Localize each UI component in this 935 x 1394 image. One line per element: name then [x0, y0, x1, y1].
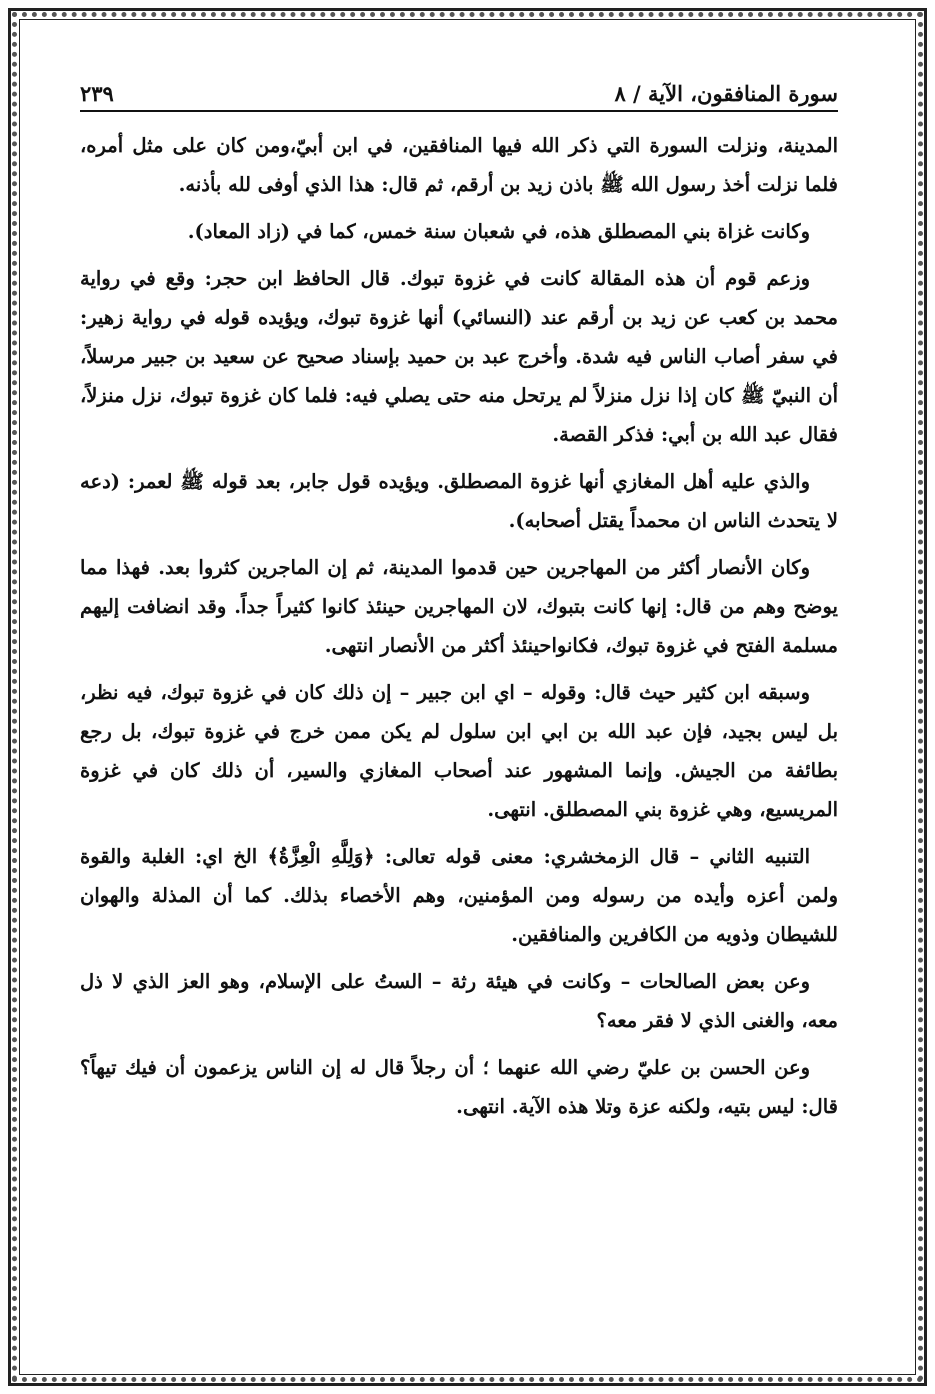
paragraph: وزعم قوم أن هذه المقالة كانت في غزوة تبوك. قال الحافظ ابن حجر: وقع في رواية محمد بن كعب عن زيد بن أرقم عند (النسائي) أنها غزوة تبوك، ويؤيده قوله في رواية زهير: في سفر أصاب الناس فيه شدة. وأخرج عبد بن حميد بإسناد صحيح عن سعيد بن جبير مرسلاً، أن النبيّ ﷺ كان إذا نزل منزلاً لم يرتحل منه حتى يصلي فيه: فلما كان غزوة تبوك، نزل منزلاً، فقال عبد الله بن أبي: فذكر القصة. — [80, 267, 838, 446]
paragraph: والذي عليه أهل المغازي أنها غزوة المصطلق. ويؤيده قول جابر، بعد قوله ﷺ لعمر: (دعه لا يتحدث الناس ان محمداً يقتل أصحابه). — [80, 470, 838, 532]
paragraph: وكان الأنصار أكثر من المهاجرين حين قدموا المدينة، ثم إن الماجرين كثروا بعد. فهذا مما يوضح وهم من قال: إنها كانت بتبوك، لان المهاجرين حينئذ كانوا كثيراً جداً. وقد انضافت إليهم مسلمة الفتح في غزوة تبوك، فكانواحينئذ أكثر من الأنصار انتهى. — [80, 556, 838, 657]
header-title: سورة المنافقون، الآية / ٨ — [614, 81, 838, 106]
paragraph: وكانت غزاة بني المصطلق هذه، في شعبان سنة خمس، كما في (زاد المعاد). — [187, 220, 810, 243]
page-content — [80, 62, 838, 1334]
paragraph: المدينة، ونزلت السورة التي ذكر الله فيها المنافقين، في ابن أبيّ،ومن كان على مثل أمره، فلما نزلت أخذ رسول الله ﷺ باذن زيد بن أرقم، ثم قال: هذا الذي أوفى لله بأذنه. — [80, 134, 838, 196]
paragraph: وعن بعض الصالحات – وكانت في هيئة رثة – الستُ على الإسلام، وهو العز الذي لا ذل معه، والغنى الذي لا فقر معه؟ — [80, 970, 838, 1032]
paragraph: وعن الحسن بن عليّ رضي الله عنهما ؛ أن رجلاً قال له إن الناس يزعمون أن فيك تيهاً؟ قال: ليس بتيه، ولكنه عزة وتلا هذه الآية. انتهى. — [80, 1056, 838, 1118]
paragraph: وسبقه ابن كثير حيث قال: وقوله – اي ابن جبير – إن ذلك كان في غزوة تبوك، فيه نظر، بل ليس بجيد، فإن عبد الله بن ابي ابن سلول لم يكن ممن خرج في غزوة تبوك، بل رجع بطائفة من الجيش. وإنما المشهور عند أصحاب المغازي والسير، أن ذلك كان في غزوة المريسيع، وهي غزوة بني المصطلق. انتهى. — [80, 681, 838, 821]
paragraph: التنبيه الثاني – قال الزمخشري: معنى قوله تعالى: ﴿وَلِلَّهِ الْعِزَّةُ﴾ الخ اي: الغلبة والقوة ولمن أعزه وأيده من رسوله ومن المؤمنين، وهم الأخصاء بذلك. كما أن المذلة والهوان للشيطان وذويه من الكافرين والمنافقين. — [80, 845, 838, 946]
header-rule — [80, 110, 838, 112]
page-number: ٢٣٩ — [80, 81, 114, 106]
running-header — [80, 62, 838, 106]
